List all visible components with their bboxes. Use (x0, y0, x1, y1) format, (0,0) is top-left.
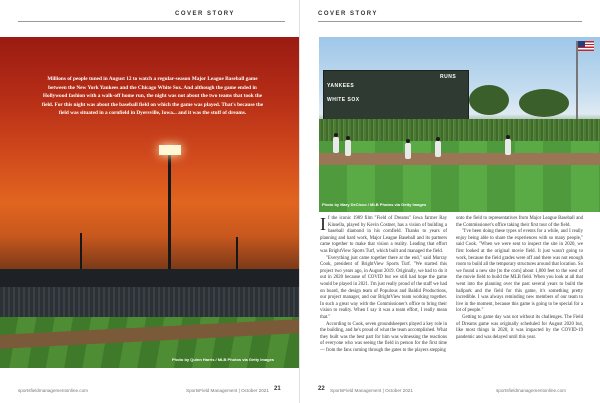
player-helmet (506, 135, 510, 139)
player-helmet (436, 137, 440, 141)
paragraph: "Everything just came together there at the end," said Murray Cook, president of BrightView Sports Turf. "We started this project two years ago, in August 2019. Originally, we had to do it out in 2020 because of COVID but we still had hope the game would be played in 2021. I'm just really proud of the staff we had on board, the design team of Populous and Baldid Productions, our project manager, and our BrightView team working together. In such a great way with the Commissioner's office to bring their vision to reality. When I say it was a team effort, I really mean that." (320, 255, 447, 320)
photo-credit: Photo by Mary DeCicco / MLB Photos via Getty Images (322, 202, 427, 207)
intro-text: Millions of people tuned in August 12 to watch a regular-season Major League Baseball game between the New York Yankees and the Chicago White Sox. And although the game ended in Hollywood fashion with a walk-off home run, the night was not about the two teams that took the field. For this night was about the baseball field on which the game was played. That's because the field was situated in a cornfield in Dyersville, Iowa... and it was the stuff of dreams. (41, 76, 264, 117)
footer-url: sportsfieldmanagementonline.com (496, 388, 566, 393)
paragraph: Getting to game day was not without its challenges. The Field of Dreams game was originally scheduled for August 2020 but, like most things in 2020, it was impacted by the COVID-19 pandemic and was delayed until this year. (456, 314, 583, 340)
header-rule (18, 21, 285, 22)
scoreboard-runs: RUNS (440, 74, 457, 80)
header-rule (318, 21, 582, 22)
player (333, 137, 339, 153)
ballpark-photo (319, 37, 600, 212)
light-tower-lamp (159, 145, 181, 155)
footer-issue: SportsField Management | October 2021 (186, 388, 269, 393)
tree (519, 89, 569, 117)
player (405, 143, 411, 159)
footer-url: sportsfieldmanagementonline.com (18, 388, 88, 393)
stadium-stands (0, 287, 300, 317)
photo-credit: Photo by Quinn Harris / MLB Photos via Getty Images (172, 357, 275, 362)
player-helmet (334, 133, 338, 137)
infield-dirt (319, 153, 600, 165)
scoreboard-team1: YANKEES (327, 83, 355, 89)
cornfield (319, 119, 600, 143)
section-label: COVER STORY (318, 11, 378, 17)
stadium-sunset-photo (0, 37, 300, 368)
article-column-1 (320, 216, 447, 354)
scoreboard (323, 70, 469, 120)
paragraph: f the iconic 1989 film "Field of Dreams" Iowa farmer Ray Kinsella, played by Kevin Costner, has a vision of building a baseball diamond in his cornfield. Thanks to years of planning and hard work, Major League Baseball and its partners came together to make that vision a reality. Leading that effort was BrightView Sports Turf, which built and managed the field. (320, 216, 447, 254)
player-helmet (346, 136, 350, 140)
drop-cap: I (320, 214, 326, 234)
player (435, 141, 441, 157)
us-flag-canton (578, 41, 585, 47)
player (345, 140, 351, 156)
tree (469, 85, 509, 115)
paragraph: "I've been doing these types of events for a while, and I really enjoy being able to share the experiences with so many people," said Cook. "When we were sent to inspect the site in 2020, we first looked at the original movie field. It just wasn't going to work, because the field grades were off and there was not enough room to build all the temporary structures around that location. So we found a new site [to the corn] about 1,000 feet to the west of the movie field to build the MLB field. When you look at all that went into the planning over the past several years to build the ballpark and the field for this game, it's something pretty incredible. I was always reminding new members of our team to live in the moment, because this game is going to be special for a lot of people." (456, 229, 583, 314)
article-column-2 (456, 216, 583, 341)
scoreboard-team2: WHITE SOX (327, 97, 360, 103)
light-tower (168, 149, 171, 289)
right-page (300, 0, 600, 403)
section-label: COVER STORY (175, 11, 235, 17)
page-number: 22 (318, 386, 325, 392)
paragraph: onto the field to representatives from Major League Baseball and the Commissioner's office taking their first tour of the field. (456, 216, 583, 228)
player-helmet (406, 139, 410, 143)
player (505, 139, 511, 155)
paragraph: According to Cook, seven groundskeepers played a key role in the building, and he's proud of what the team accomplished. What they built was the best part for him was witnessing the reactions of everyone who was seeing the field in person for the first time — from the fans coming through the gates to the players stepping (320, 321, 447, 353)
footer-issue: SportsField Management | October 2021 (330, 388, 413, 393)
page-number: 21 (274, 386, 281, 392)
